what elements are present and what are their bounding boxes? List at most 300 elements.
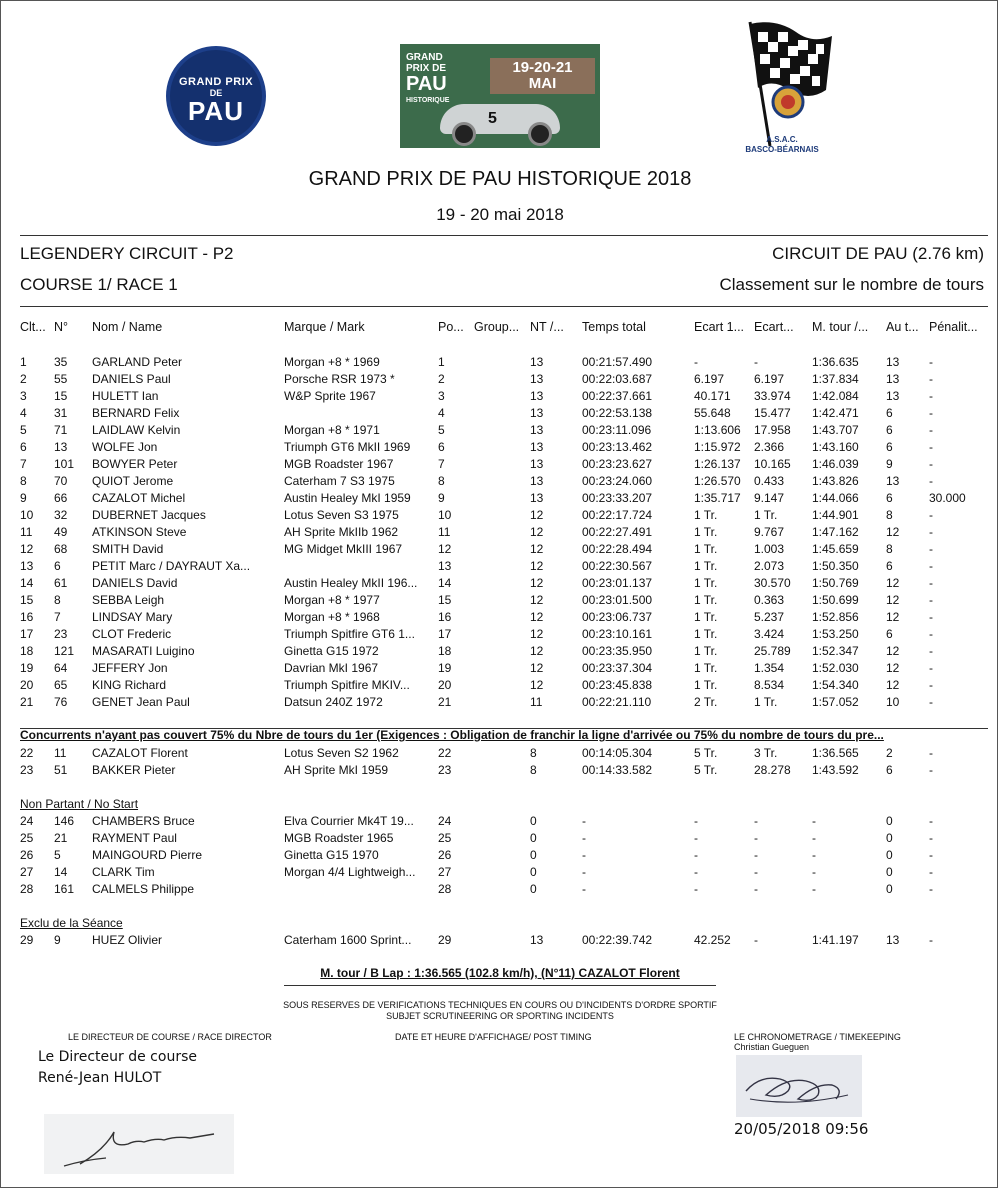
table-cell-col-mark: Ginetta G15 1970 xyxy=(284,848,379,862)
table-cell-col-name: GENET Jean Paul xyxy=(92,695,190,709)
table-cell-col-position: 12 xyxy=(438,542,452,556)
table-cell-col-total-time: 00:23:13.462 xyxy=(582,440,653,454)
table-cell-col-total-time: 00:23:23.627 xyxy=(582,457,653,471)
table-cell-col-mark: Lotus Seven S3 1975 xyxy=(284,508,399,522)
checkered-flag-icon xyxy=(736,18,836,150)
posting-label: DATE ET HEURE D'AFFICHAGE/ POST TIMING xyxy=(395,1032,592,1042)
table-cell-col-position: 4 xyxy=(438,406,445,420)
table-cell-col-total-time: - xyxy=(582,814,586,828)
table-cell-col-position: 17 xyxy=(438,627,452,641)
table-cell-col-best-lap: 1:54.340 xyxy=(812,678,859,692)
table-cell-col-gap-first: 1 Tr. xyxy=(694,644,718,658)
table-cell-col-penalty: - xyxy=(929,559,933,573)
table-cell-col-gap-prev: 15.477 xyxy=(754,406,791,420)
table-cell-col-mark: W&P Sprite 1967 xyxy=(284,389,376,403)
table-cell-col-mark: Morgan 4/4 Lightweigh... xyxy=(284,865,416,879)
table-cell-col-best-lap: - xyxy=(812,814,816,828)
table-cell-col-rank: 26 xyxy=(20,848,34,862)
table-cell-col-mark: Ginetta G15 1972 xyxy=(284,644,379,658)
table-cell-col-gap-prev: 33.974 xyxy=(754,389,791,403)
table-cell-col-penalty: - xyxy=(929,933,933,947)
table-cell-col-mark: Porsche RSR 1973 * xyxy=(284,372,395,386)
table-cell-col-best-lap: 1:36.635 xyxy=(812,355,859,369)
table-cell-col-position: 14 xyxy=(438,576,452,590)
table-cell-col-number: 64 xyxy=(54,661,68,675)
table-cell-col-total-time: 00:23:24.060 xyxy=(582,474,653,488)
table-cell-col-total-time: 00:22:27.491 xyxy=(582,525,653,539)
table-cell-col-best-lap-on: 13 xyxy=(886,474,900,488)
table-cell-col-best-lap-on: 6 xyxy=(886,423,893,437)
table-cell-col-position: 20 xyxy=(438,678,452,692)
table-cell-col-best-lap-on: 12 xyxy=(886,610,900,624)
timekeeper-name: Christian Gueguen xyxy=(734,1042,810,1052)
section-heading: Non Partant / No Start xyxy=(20,797,139,811)
classification-type: Classement sur le nombre de tours xyxy=(719,275,984,294)
table-cell-col-rank: 28 xyxy=(20,882,34,896)
table-cell-col-rank: 6 xyxy=(20,440,27,454)
table-cell-col-laps: 11 xyxy=(530,695,543,709)
table-cell-col-total-time: - xyxy=(582,831,586,845)
table-cell-col-rank: 9 xyxy=(20,491,27,505)
event-dates: 19 - 20 mai 2018 xyxy=(436,205,564,224)
table-cell-col-best-lap-on: 13 xyxy=(886,372,900,386)
table-cell-col-best-lap-on: 13 xyxy=(886,389,900,403)
table-cell-col-mark: Triumph Spitfire MKIV... xyxy=(284,678,410,692)
table-cell-col-gap-prev: - xyxy=(754,848,758,862)
table-cell-col-number: 146 xyxy=(54,814,75,828)
table-cell-col-number: 35 xyxy=(54,355,68,369)
table-cell-col-mark: AH Sprite MkIIb 1962 xyxy=(284,525,399,539)
table-cell-col-best-lap-on: 2 xyxy=(886,746,893,760)
table-cell-col-gap-prev: - xyxy=(754,355,758,369)
table-cell-col-mark: Morgan +8 * 1969 xyxy=(284,355,380,369)
table-cell-col-total-time: 00:22:21.110 xyxy=(582,695,652,709)
table-cell-col-rank: 15 xyxy=(20,593,34,607)
table-cell-col-name: BAKKER Pieter xyxy=(92,763,176,777)
table-cell-col-gap-prev: 25.789 xyxy=(754,644,791,658)
table-cell-col-best-lap: - xyxy=(812,882,816,896)
table-cell-col-gap-prev: 0.433 xyxy=(754,474,785,488)
table-cell-col-gap-first: 1:26.570 xyxy=(694,474,741,488)
table-cell-col-number: 15 xyxy=(54,389,68,403)
table-cell-col-best-lap-on: 9 xyxy=(886,457,893,471)
table-cell-col-number: 31 xyxy=(54,406,68,420)
poster-line1: GRAND xyxy=(406,52,443,63)
table-cell-col-name: LINDSAY Mary xyxy=(92,610,173,624)
table-cell-col-gap-first: 1 Tr. xyxy=(694,610,718,624)
table-cell-col-position: 27 xyxy=(438,865,452,879)
table-cell-col-penalty: - xyxy=(929,865,933,879)
table-cell-col-total-time: - xyxy=(582,882,586,896)
table-cell-col-number: 76 xyxy=(54,695,68,709)
table-cell-col-name: CAZALOT Florent xyxy=(92,746,188,760)
section-heading: Exclu de la Séance xyxy=(20,916,123,930)
table-cell-col-best-lap: 1:43.160 xyxy=(812,440,859,454)
reserve-notice-fr: SOUS RESERVES DE VERIFICATIONS TECHNIQUES EN COURS OU D'INCIDENTS D'ORDRE SPORTIF xyxy=(283,1000,717,1010)
table-cell-col-best-lap-on: 12 xyxy=(886,525,900,539)
table-cell-col-total-time: 00:23:33.207 xyxy=(582,491,653,505)
table-cell-col-mark: Morgan +8 * 1971 xyxy=(284,423,380,437)
header-col-number: N° xyxy=(54,320,69,334)
table-cell-col-laps: 12 xyxy=(530,508,544,522)
asac-line2: BASCO-BÉARNAIS xyxy=(745,145,819,154)
table-cell-col-mark: Morgan +8 * 1968 xyxy=(284,610,380,624)
page-title: GRAND PRIX DE PAU HISTORIQUE 2018 xyxy=(308,168,692,190)
table-cell-col-name: SEBBA Leigh xyxy=(92,593,165,607)
table-cell-col-total-time: 00:22:30.567 xyxy=(582,559,653,573)
table-cell-col-penalty: - xyxy=(929,440,933,454)
table-cell-col-best-lap-on: 13 xyxy=(886,355,900,369)
table-cell-col-laps: 12 xyxy=(530,644,544,658)
table-cell-col-penalty: - xyxy=(929,542,933,556)
table-cell-col-name: CALMELS Philippe xyxy=(92,882,195,896)
divider xyxy=(284,985,716,986)
table-cell-col-mark: MGB Roadster 1967 xyxy=(284,457,394,471)
table-cell-col-rank: 2 xyxy=(20,372,27,386)
table-cell-col-gap-prev: 2.366 xyxy=(754,440,785,454)
poster-dates xyxy=(490,58,595,94)
table-cell-col-gap-first: 1:15.972 xyxy=(694,440,741,454)
table-cell-col-name: QUIOT Jerome xyxy=(92,474,174,488)
table-cell-col-gap-first: 42.252 xyxy=(694,933,731,947)
table-cell-col-gap-first: 55.648 xyxy=(694,406,731,420)
table-cell-col-penalty: - xyxy=(929,355,933,369)
table-cell-col-best-lap-on: 6 xyxy=(886,627,893,641)
table-cell-col-total-time: 00:22:39.742 xyxy=(582,933,653,947)
signature-icon xyxy=(736,1055,862,1117)
table-cell-col-laps: 13 xyxy=(530,355,544,369)
table-cell-col-gap-prev: 3 Tr. xyxy=(754,746,778,760)
table-cell-col-penalty: - xyxy=(929,389,933,403)
table-cell-col-total-time: 00:23:01.500 xyxy=(582,593,653,607)
table-cell-col-rank: 4 xyxy=(20,406,27,420)
table-cell-col-laps: 0 xyxy=(530,831,537,845)
poster-dates-text: 19-20-21 xyxy=(512,59,573,76)
table-cell-col-penalty: - xyxy=(929,848,933,862)
table-cell-col-gap-first: 2 Tr. xyxy=(694,695,718,709)
table-cell-col-total-time: 00:23:10.161 xyxy=(582,627,653,641)
table-cell-col-number: 8 xyxy=(54,593,61,607)
table-cell-col-gap-first: 5 Tr. xyxy=(694,763,718,777)
table-cell-col-gap-first: - xyxy=(694,355,698,369)
table-cell-col-position: 8 xyxy=(438,474,445,488)
table-cell-col-gap-first: - xyxy=(694,831,698,845)
table-cell-col-best-lap: 1:43.592 xyxy=(812,763,859,777)
table-cell-col-best-lap: 1:52.347 xyxy=(812,644,859,658)
table-cell-col-number: 32 xyxy=(54,508,68,522)
table-cell-col-number: 6 xyxy=(54,559,61,573)
table-cell-col-mark: Elva Courrier Mk4T 19... xyxy=(284,814,414,828)
table-cell-col-gap-prev: - xyxy=(754,882,758,896)
table-cell-col-best-lap-on: 12 xyxy=(886,593,900,607)
table-cell-col-gap-first: - xyxy=(694,865,698,879)
table-cell-col-total-time: 00:22:53.138 xyxy=(582,406,653,420)
table-cell-col-gap-prev: 1.354 xyxy=(754,661,785,675)
table-cell-col-penalty: - xyxy=(929,763,933,777)
table-cell-col-mark: Morgan +8 * 1977 xyxy=(284,593,380,607)
table-cell-col-name: WOLFE Jon xyxy=(92,440,158,454)
table-cell-col-best-lap-on: 12 xyxy=(886,678,900,692)
timing-label: LE CHRONOMETRAGE / TIMEKEEPING xyxy=(734,1032,901,1042)
table-cell-col-best-lap-on: 12 xyxy=(886,644,900,658)
table-cell-col-best-lap: - xyxy=(812,865,816,879)
table-cell-col-mark: Triumph GT6 MkII 1969 xyxy=(284,440,411,454)
event-poster-logo xyxy=(400,44,600,148)
table-cell-col-laps: 13 xyxy=(530,474,544,488)
table-cell-col-gap-prev: 1 Tr. xyxy=(754,695,778,709)
director-signature xyxy=(44,1114,234,1174)
table-cell-col-laps: 12 xyxy=(530,627,544,641)
table-cell-col-rank: 17 xyxy=(20,627,34,641)
table-cell-col-penalty: - xyxy=(929,661,933,675)
table-cell-col-laps: 13 xyxy=(530,440,544,454)
table-cell-col-laps: 8 xyxy=(530,763,537,777)
table-cell-col-number: 68 xyxy=(54,542,68,556)
table-cell-col-penalty: - xyxy=(929,627,933,641)
table-cell-col-total-time: 00:14:05.304 xyxy=(582,746,653,760)
table-cell-col-gap-prev: 1 Tr. xyxy=(754,508,778,522)
table-cell-col-position: 1 xyxy=(438,355,445,369)
table-cell-col-laps: 12 xyxy=(530,661,544,675)
table-cell-col-mark: Triumph Spitfire GT6 1... xyxy=(284,627,415,641)
table-cell-col-number: 14 xyxy=(54,865,68,879)
table-cell-col-gap-prev: 28.278 xyxy=(754,763,791,777)
table-cell-col-gap-prev: - xyxy=(754,814,758,828)
table-cell-col-rank: 11 xyxy=(20,525,33,539)
table-cell-col-laps: 13 xyxy=(530,457,544,471)
table-cell-col-rank: 21 xyxy=(20,695,34,709)
table-cell-col-mark: Caterham 7 S3 1975 xyxy=(284,474,395,488)
table-cell-col-best-lap: 1:45.659 xyxy=(812,542,859,556)
table-cell-col-position: 18 xyxy=(438,644,452,658)
table-cell-col-name: BOWYER Peter xyxy=(92,457,178,471)
table-cell-col-number: 51 xyxy=(54,763,68,777)
table-cell-col-name: HUEZ Olivier xyxy=(92,933,163,947)
table-cell-col-position: 5 xyxy=(438,423,445,437)
table-cell-col-penalty: - xyxy=(929,406,933,420)
header-col-group: Group... xyxy=(474,320,520,334)
table-cell-col-mark: Austin Healey MkI 1959 xyxy=(284,491,411,505)
table-cell-col-name: KING Richard xyxy=(92,678,167,692)
table-cell-col-best-lap: 1:52.030 xyxy=(812,661,859,675)
table-cell-col-best-lap: 1:36.565 xyxy=(812,746,859,760)
table-cell-col-gap-first: 6.197 xyxy=(694,372,725,386)
table-cell-col-name: PETIT Marc / DAYRAUT Xa... xyxy=(92,559,251,573)
table-cell-col-best-lap: 1:57.052 xyxy=(812,695,859,709)
table-cell-col-name: HULETT Ian xyxy=(92,389,159,403)
table-cell-col-rank: 1 xyxy=(20,355,27,369)
asac-line1: A.S.A.C. xyxy=(766,135,798,144)
table-cell-col-laps: 12 xyxy=(530,542,544,556)
table-cell-col-laps: 12 xyxy=(530,525,544,539)
table-cell-col-rank: 19 xyxy=(20,661,34,675)
table-cell-col-best-lap-on: 6 xyxy=(886,440,893,454)
table-cell-col-rank: 27 xyxy=(20,865,34,879)
divider xyxy=(20,306,988,307)
table-cell-col-position: 21 xyxy=(438,695,452,709)
table-cell-col-gap-first: 1 Tr. xyxy=(694,678,718,692)
table-cell-col-best-lap: - xyxy=(812,848,816,862)
table-cell-col-best-lap: 1:42.084 xyxy=(812,389,859,403)
best-lap-text: M. tour / B Lap : 1:36.565 (102.8 km/h), (N°11) CAZALOT Florent xyxy=(320,966,680,980)
table-cell-col-best-lap: 1:44.901 xyxy=(812,508,859,522)
table-cell-col-mark: Datsun 240Z 1972 xyxy=(284,695,383,709)
table-cell-col-best-lap: - xyxy=(812,831,816,845)
header-col-gap-first: Ecart 1... xyxy=(694,320,745,334)
table-cell-col-number: 49 xyxy=(54,525,68,539)
table-cell-col-total-time: 00:23:06.737 xyxy=(582,610,653,624)
table-cell-col-laps: 12 xyxy=(530,559,544,573)
table-cell-col-best-lap: 1:44.066 xyxy=(812,491,859,505)
table-cell-col-number: 13 xyxy=(54,440,68,454)
table-cell-col-best-lap: 1:46.039 xyxy=(812,457,859,471)
table-cell-col-number: 121 xyxy=(54,644,75,658)
header-col-best-lap: M. tour /... xyxy=(812,320,869,334)
table-cell-col-gap-first: 40.171 xyxy=(694,389,731,403)
table-cell-col-best-lap-on: 0 xyxy=(886,882,893,896)
table-cell-col-name: SMITH David xyxy=(92,542,164,556)
table-cell-col-gap-prev: - xyxy=(754,933,758,947)
poster-line4: HISTORIQUE xyxy=(406,97,450,104)
asac-logo-text xyxy=(722,135,842,155)
table-cell-col-total-time: 00:22:28.494 xyxy=(582,542,653,556)
table-cell-col-laps: 0 xyxy=(530,848,537,862)
table-cell-col-gap-prev: 5.237 xyxy=(754,610,785,624)
table-cell-col-number: 7 xyxy=(54,610,61,624)
table-cell-col-name: CLOT Frederic xyxy=(92,627,172,641)
table-cell-col-best-lap: 1:42.471 xyxy=(812,406,859,420)
table-cell-col-name: DANIELS Paul xyxy=(92,372,171,386)
table-cell-col-total-time: - xyxy=(582,848,586,862)
header-col-laps: NT /... xyxy=(530,320,564,334)
table-cell-col-position: 28 xyxy=(438,882,452,896)
table-cell-col-rank: 20 xyxy=(20,678,34,692)
table-cell-col-penalty: 30.000 xyxy=(929,491,966,505)
table-cell-col-number: 23 xyxy=(54,627,68,641)
table-cell-col-penalty: - xyxy=(929,882,933,896)
table-cell-col-laps: 0 xyxy=(530,865,537,879)
series-name: LEGENDERY CIRCUIT - P2 xyxy=(20,244,234,263)
header-col-gap-prev: Ecart... xyxy=(754,320,794,334)
table-cell-col-position: 10 xyxy=(438,508,452,522)
table-cell-col-penalty: - xyxy=(929,525,933,539)
table-cell-col-gap-prev: 6.197 xyxy=(754,372,785,386)
race-name: COURSE 1/ RACE 1 xyxy=(20,275,178,294)
table-cell-col-position: 2 xyxy=(438,372,445,386)
table-cell-col-best-lap-on: 6 xyxy=(886,491,893,505)
table-cell-col-number: 21 xyxy=(54,831,68,845)
table-cell-col-gap-first: 1 Tr. xyxy=(694,559,718,573)
table-cell-col-total-time: - xyxy=(582,865,586,879)
table-cell-col-name: DANIELS David xyxy=(92,576,178,590)
table-cell-col-number: 9 xyxy=(54,933,61,947)
table-cell-col-best-lap-on: 6 xyxy=(886,406,893,420)
table-cell-col-laps: 13 xyxy=(530,423,544,437)
table-cell-col-gap-first: 1:26.137 xyxy=(694,457,741,471)
table-cell-col-gap-prev: 3.424 xyxy=(754,627,785,641)
table-cell-col-total-time: 00:22:03.687 xyxy=(582,372,653,386)
table-cell-col-penalty: - xyxy=(929,814,933,828)
table-cell-col-position: 23 xyxy=(438,763,452,777)
wheel-icon xyxy=(452,122,476,146)
posting-datetime: 20/05/2018 09:56 xyxy=(734,1120,869,1138)
table-cell-col-best-lap-on: 0 xyxy=(886,814,893,828)
table-cell-col-gap-first: 1:13.606 xyxy=(694,423,741,437)
header-col-penalty: Pénalit... xyxy=(929,320,978,334)
table-cell-col-total-time: 00:23:11.096 xyxy=(582,423,652,437)
table-cell-col-rank: 7 xyxy=(20,457,27,471)
table-cell-col-total-time: 00:23:35.950 xyxy=(582,644,653,658)
header-col-position: Po... xyxy=(438,320,464,334)
table-cell-col-best-lap-on: 13 xyxy=(886,933,900,947)
table-cell-col-rank: 14 xyxy=(20,576,34,590)
table-cell-col-gap-first: 1 Tr. xyxy=(694,627,718,641)
table-cell-col-number: 65 xyxy=(54,678,68,692)
best-lap xyxy=(0,966,1000,980)
table-cell-col-total-time: 00:22:37.661 xyxy=(582,389,653,403)
table-cell-col-penalty: - xyxy=(929,695,933,709)
table-cell-col-best-lap: 1:50.699 xyxy=(812,593,859,607)
table-cell-col-laps: 13 xyxy=(530,372,544,386)
table-cell-col-total-time: 00:14:33.582 xyxy=(582,763,653,777)
circuit-name: CIRCUIT DE PAU (2.76 km) xyxy=(772,244,984,263)
table-cell-col-mark: Lotus Seven S2 1962 xyxy=(284,746,399,760)
table-cell-col-number: 55 xyxy=(54,372,68,386)
table-cell-col-gap-prev: 9.147 xyxy=(754,491,785,505)
table-cell-col-rank: 12 xyxy=(20,542,34,556)
table-cell-col-laps: 13 xyxy=(530,389,544,403)
header-col-best-lap-on: Au t... xyxy=(886,320,919,334)
table-cell-col-total-time: 00:22:17.724 xyxy=(582,508,653,522)
table-cell-col-best-lap-on: 8 xyxy=(886,508,893,522)
table-cell-col-name: ATKINSON Steve xyxy=(92,525,187,539)
table-cell-col-best-lap: 1:43.826 xyxy=(812,474,859,488)
table-cell-col-gap-first: 1 Tr. xyxy=(694,576,718,590)
table-cell-col-rank: 24 xyxy=(20,814,34,828)
table-cell-col-laps: 12 xyxy=(530,678,544,692)
table-cell-col-best-lap-on: 12 xyxy=(886,661,900,675)
table-cell-col-gap-first: - xyxy=(694,814,698,828)
table-cell-col-best-lap: 1:52.856 xyxy=(812,610,859,624)
table-cell-col-penalty: - xyxy=(929,474,933,488)
table-cell-col-penalty: - xyxy=(929,831,933,845)
header-col-mark: Marque / Mark xyxy=(284,320,365,334)
table-cell-col-position: 16 xyxy=(438,610,452,624)
reserve-notice-en: SUBJET SCRUTINEERING OR SPORTING INCIDENTS xyxy=(386,1011,614,1021)
table-cell-col-best-lap: 1:53.250 xyxy=(812,627,859,641)
table-cell-col-laps: 12 xyxy=(530,576,544,590)
table-cell-col-name: DUBERNET Jacques xyxy=(92,508,206,522)
table-cell-col-laps: 0 xyxy=(530,814,537,828)
table-cell-col-number: 161 xyxy=(54,882,75,896)
table-cell-col-rank: 22 xyxy=(20,746,34,760)
table-cell-col-gap-first: 1:35.717 xyxy=(694,491,741,505)
director-title: Le Directeur de course xyxy=(38,1049,197,1065)
table-cell-col-number: 70 xyxy=(54,474,68,488)
table-cell-col-penalty: - xyxy=(929,508,933,522)
table-cell-col-gap-first: - xyxy=(694,848,698,862)
header-col-total-time: Temps total xyxy=(582,320,646,334)
table-cell-col-gap-prev: 2.073 xyxy=(754,559,785,573)
table-cell-col-best-lap-on: 10 xyxy=(886,695,900,709)
table-cell-col-gap-prev: - xyxy=(754,831,758,845)
table-cell-col-gap-first: 1 Tr. xyxy=(694,542,718,556)
table-cell-col-gap-first: 1 Tr. xyxy=(694,525,718,539)
table-cell-col-mark: Caterham 1600 Sprint... xyxy=(284,933,412,947)
table-cell-col-number: 11 xyxy=(54,746,67,760)
table-cell-col-laps: 13 xyxy=(530,933,544,947)
wheel-icon xyxy=(528,122,552,146)
